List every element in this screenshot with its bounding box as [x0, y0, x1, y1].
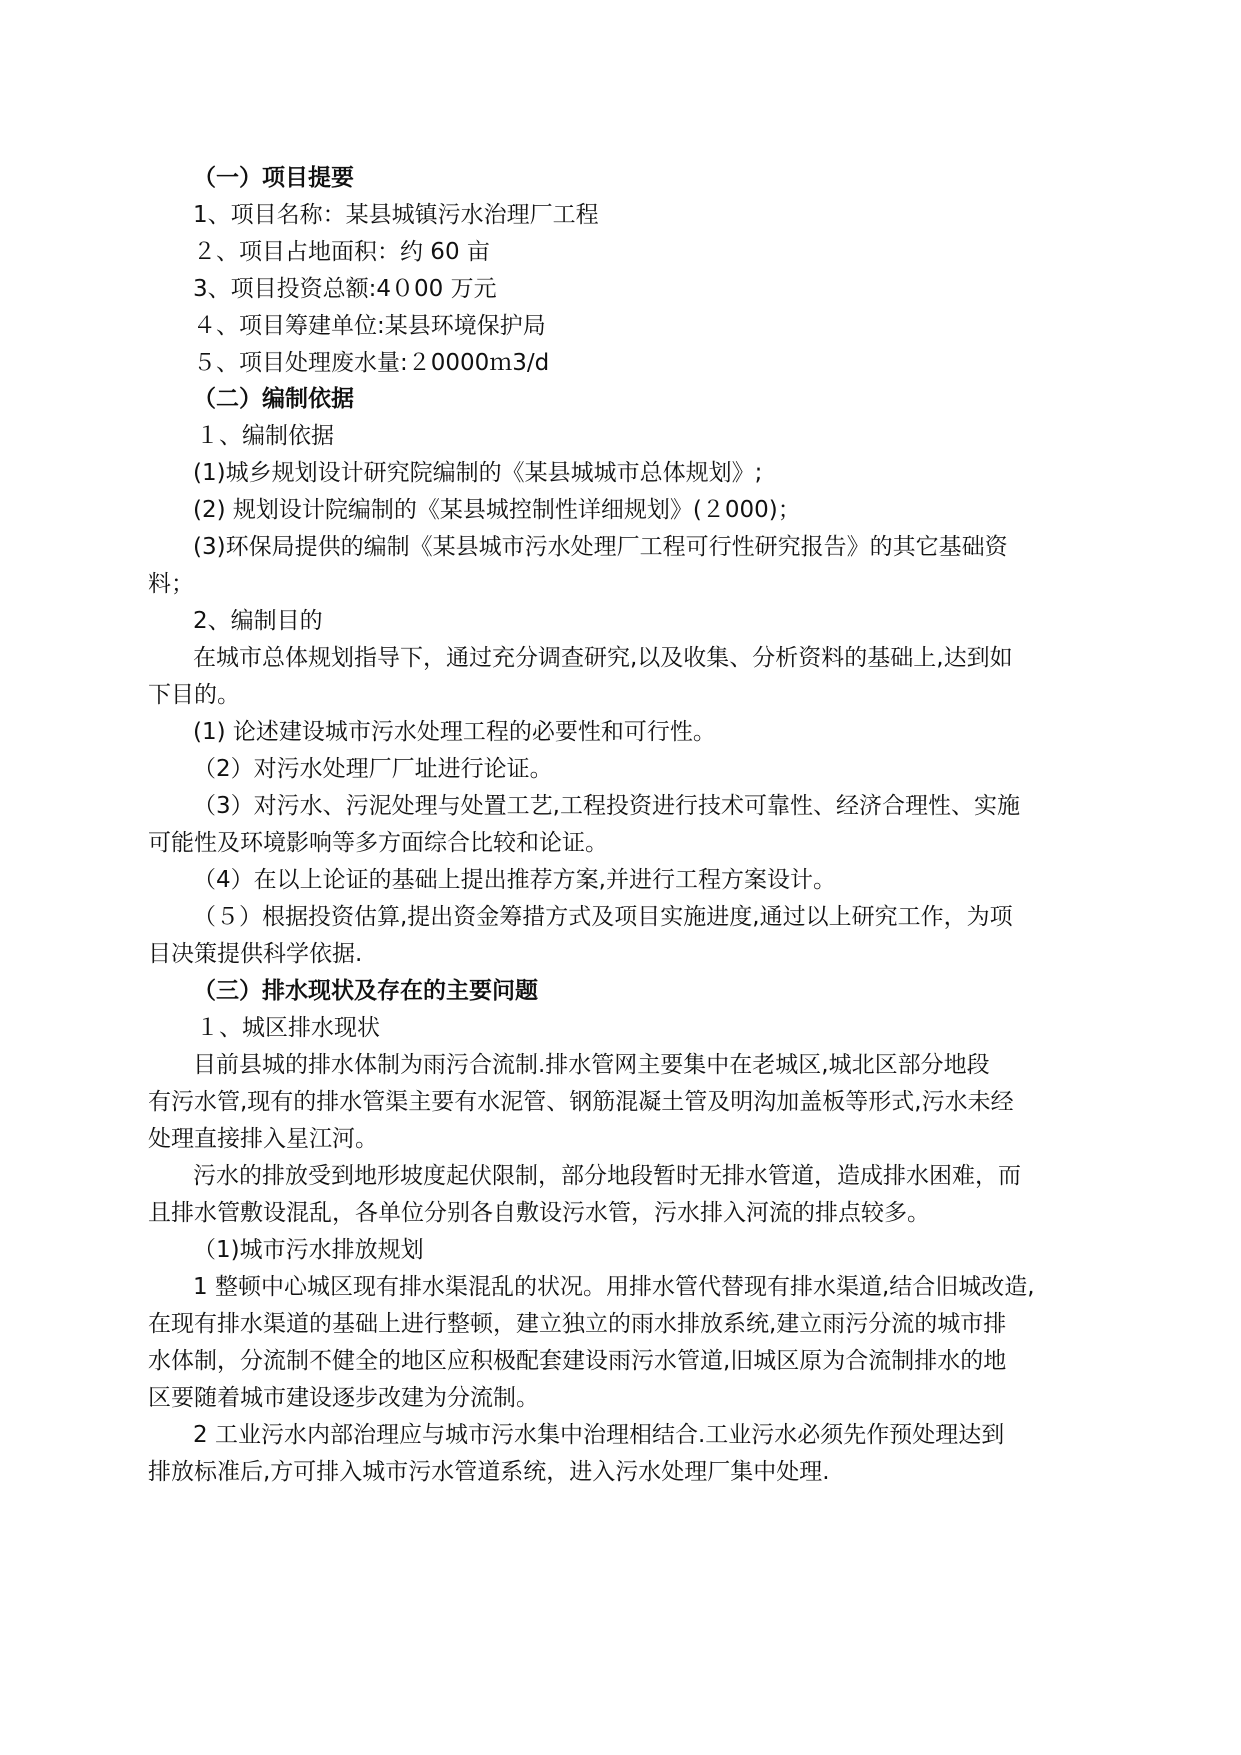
drainage-paragraph-1-cont1: 有污水管,现有的排水管渠主要有水泥管、钢筋混凝土管及明沟加盖板等形式,污水未经 [148, 1089, 1014, 1115]
plan-item-1: 1 整顿中心城区现有排水渠混乱的状况。用排水管代替现有排水渠道,结合旧城改造, [193, 1274, 1035, 1300]
plan-item-1-cont3: 区要随着城市建设逐步改建为分流制。 [148, 1385, 539, 1411]
purpose-subheading: 2、编制目的 [193, 608, 323, 634]
project-unit-line: ４、项目筹建单位:某县环境保护局 [193, 313, 546, 339]
drainage-paragraph-2-cont: 且排水管敷设混乱，各单位分别各自敷设污水管，污水排入河流的排点较多。 [148, 1200, 930, 1226]
purpose-item-5-cont: 目决策提供科学依据. [148, 941, 363, 967]
basis-item-2: (2) 规划设计院编制的《某县城控制性详细规划》(２000)； [193, 497, 801, 523]
plan-item-1-cont2: 水体制，分流制不健全的地区应积极配套建设雨污水管道,旧城区原为合流制排水的地 [148, 1348, 1007, 1374]
project-investment-line: 3、项目投资总额:4０00 万元 [193, 276, 497, 302]
plan-item-2: 2 工业污水内部治理应与城市污水集中治理相结合.工业污水必须先作预处理达到 [193, 1422, 1005, 1448]
project-wastewater-line: ５、项目处理废水量:２0000ｍ3/d [193, 350, 550, 376]
purpose-item-3: （3）对污水、污泥处理与处置工艺,工程投资进行技术可靠性、经济合理性、实施 [193, 793, 1020, 819]
project-area-line: ２、项目占地面积：约 60 亩 [193, 239, 490, 265]
purpose-item-1: (1) 论述建设城市污水处理工程的必要性和可行性。 [193, 719, 716, 745]
basis-item-3-cont: 料； [148, 571, 194, 597]
section-heading-3: （三）排水现状及存在的主要问题 [193, 978, 538, 1004]
purpose-item-2: （2）对污水处理厂厂址进行论证。 [193, 756, 553, 782]
drainage-subheading: １、城区排水现状 [196, 1015, 380, 1041]
purpose-item-3-cont: 可能性及环境影响等多方面综合比较和论证。 [148, 830, 608, 856]
purpose-paragraph: 在城市总体规划指导下，通过充分调查研究,以及收集、分析资料的基础上,达到如 [193, 645, 1013, 671]
drainage-paragraph-1-cont2: 处理直接排入星江河。 [148, 1126, 378, 1152]
drainage-paragraph-2: 污水的排放受到地形坡度起伏限制，部分地段暂时无排水管道，造成排水困难，而 [193, 1163, 1021, 1189]
basis-item-3: (3)环保局提供的编制《某县城市污水处理厂工程可行性研究报告》的其它基础资 [193, 534, 1008, 560]
project-name-line: 1、项目名称：某县城镇污水治理厂工程 [193, 202, 599, 228]
purpose-item-4: （4）在以上论证的基础上提出推荐方案,并进行工程方案设计。 [193, 867, 836, 893]
drainage-paragraph-1: 目前县城的排水体制为雨污合流制.排水管网主要集中在老城区,城北区部分地段 [193, 1052, 990, 1078]
basis-item-1: (1)城乡规划设计研究院编制的《某县城城市总体规划》; [193, 460, 763, 486]
purpose-item-5: （５）根据投资估算,提出资金筹措方式及项目实施进度,通过以上研究工作，为项 [193, 904, 1013, 930]
plan-item-2-cont: 排放标准后,方可排入城市污水管道系统，进入污水处理厂集中处理. [148, 1459, 830, 1485]
plan-subheading: （1)城市污水排放规划 [193, 1237, 424, 1263]
section-heading-2: （二）编制依据 [193, 386, 354, 412]
plan-item-1-cont1: 在现有排水渠道的基础上进行整顿，建立独立的雨水排放系统,建立雨污分流的城市排 [148, 1311, 1007, 1337]
section-heading-1: （一）项目提要 [193, 165, 354, 191]
purpose-paragraph-cont: 下目的。 [148, 682, 240, 708]
basis-subheading: １、编制依据 [196, 423, 334, 449]
